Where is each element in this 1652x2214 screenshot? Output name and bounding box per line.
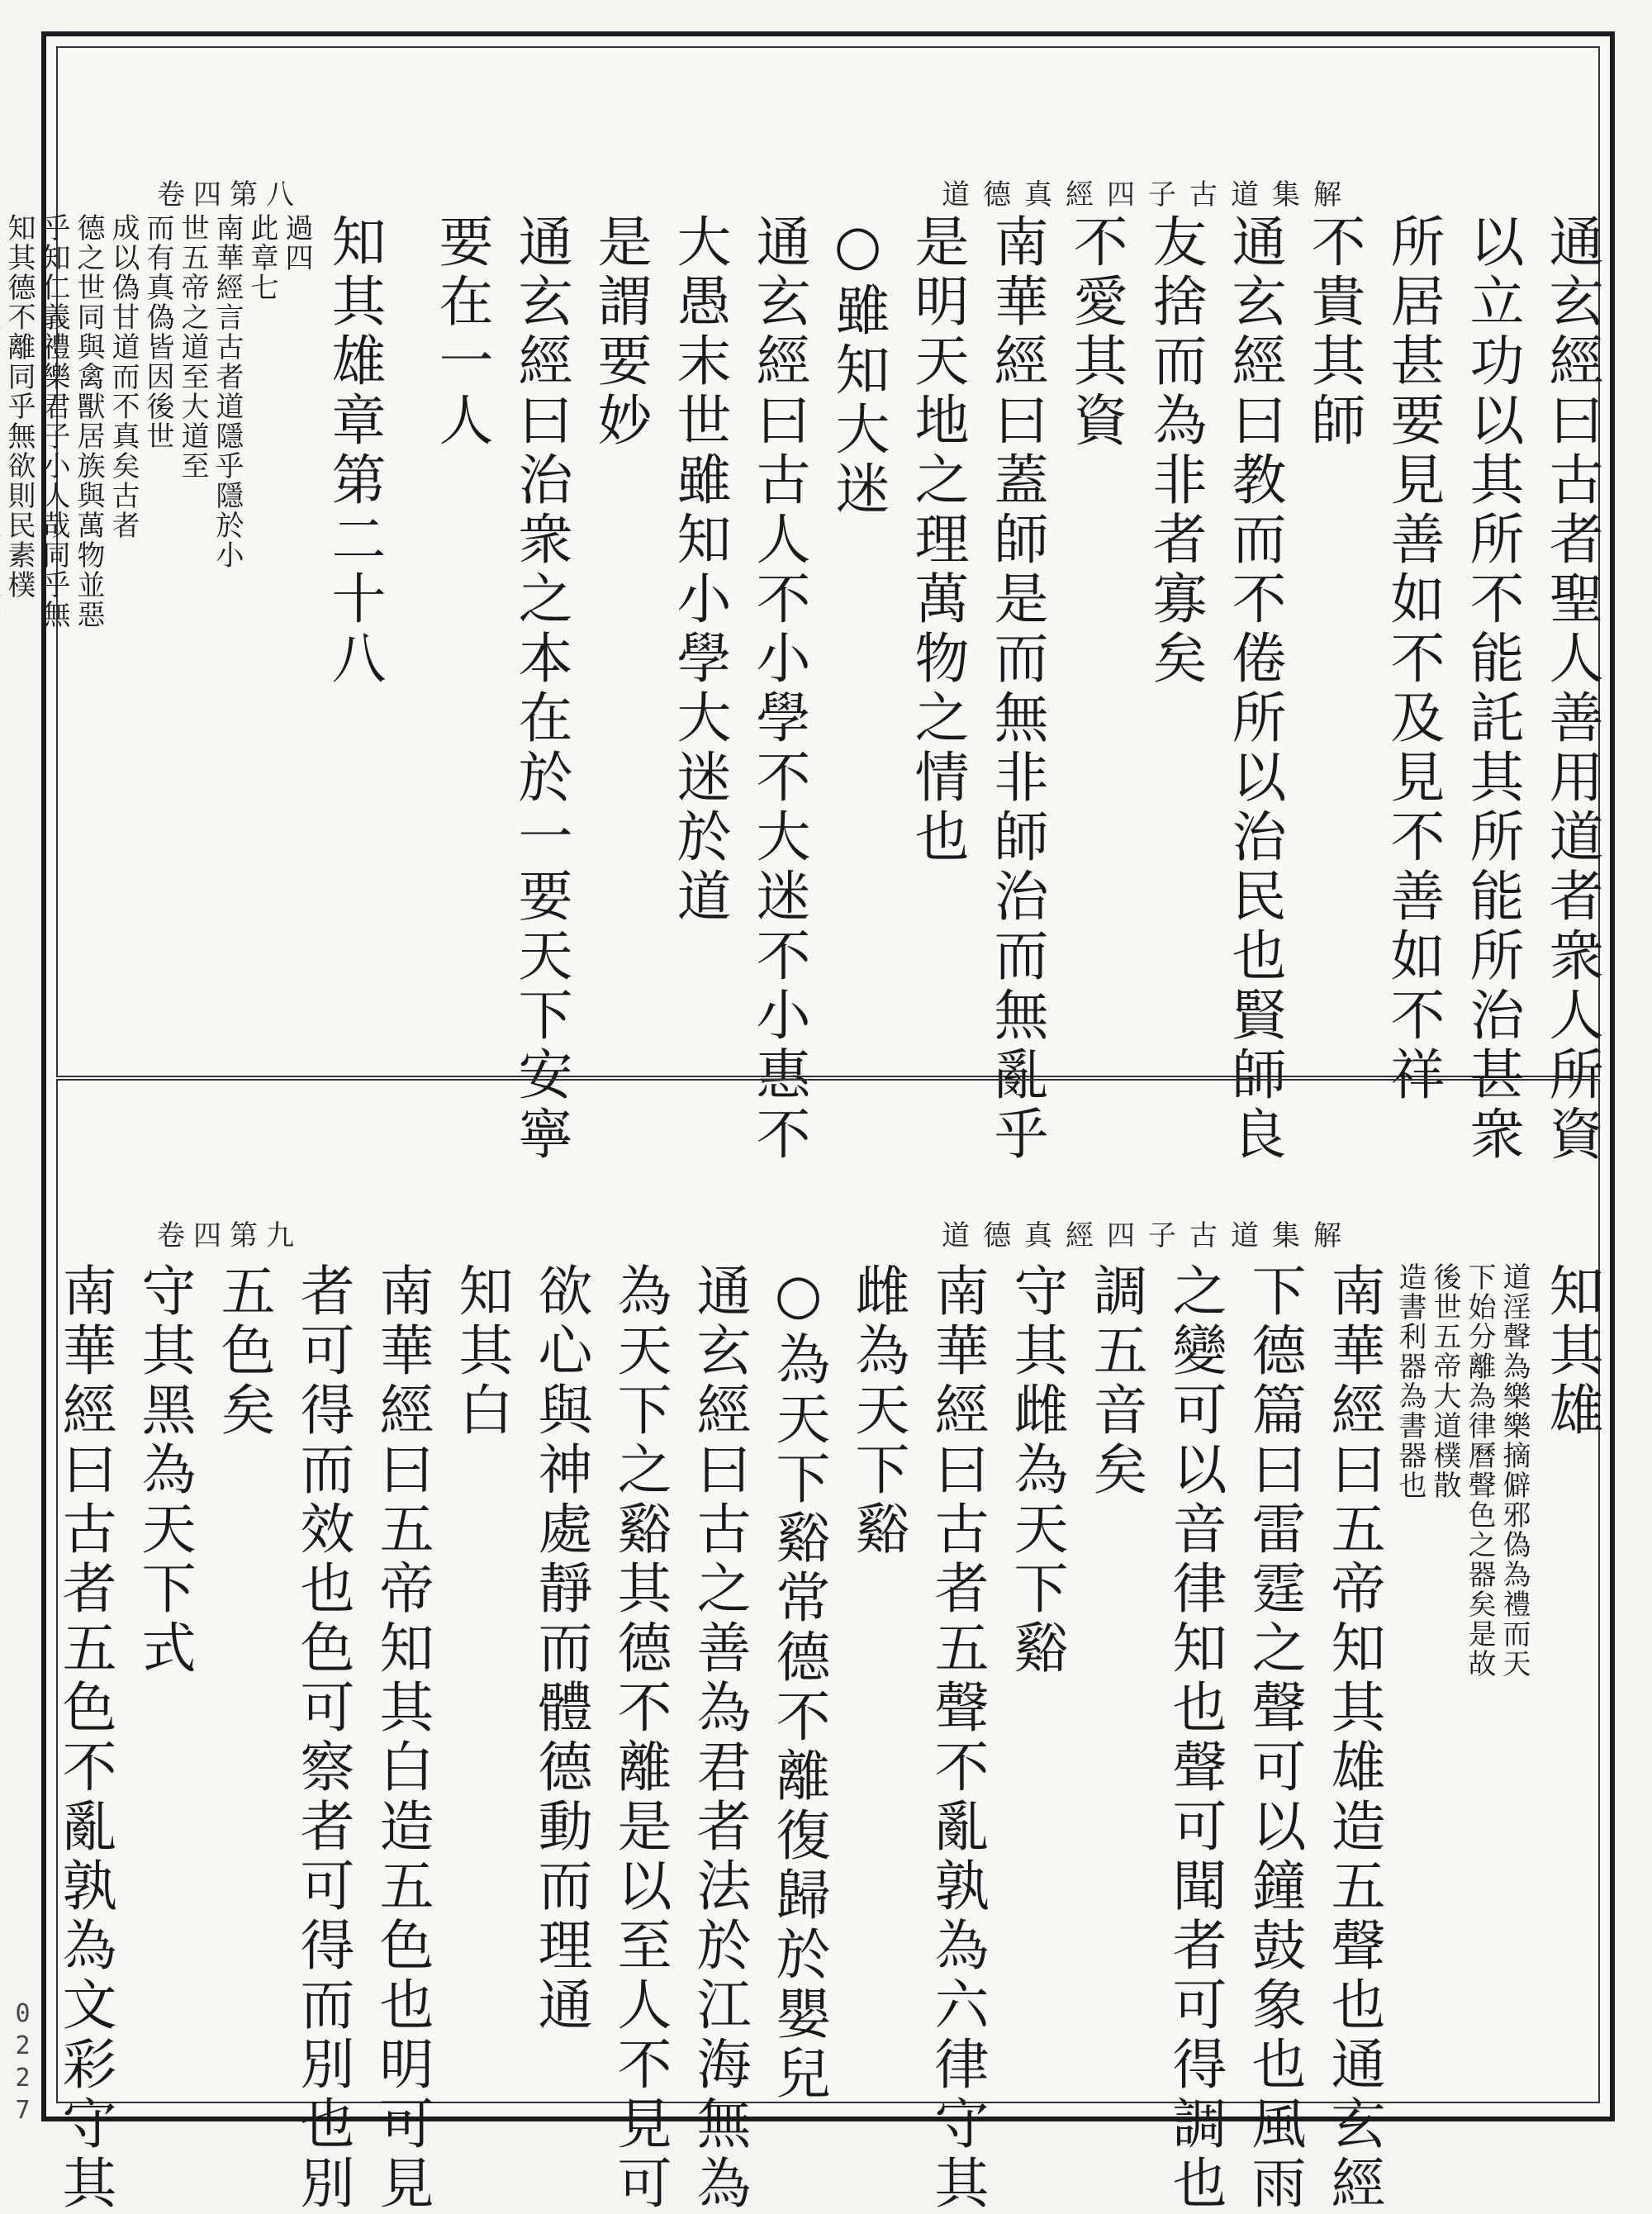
text-column: 南華經曰五帝知其白造五色也明可見 — [370, 1262, 434, 2214]
note-column: 下始分離為律曆聲色之器矣是故 — [1463, 1262, 1496, 1679]
note-column: 後世五帝大道樸散 — [1428, 1262, 1461, 1500]
text-column: 友捨而為非者寡矣 — [1143, 213, 1207, 689]
text-column: 調五音矣 — [1084, 1262, 1147, 1500]
text-column: 通玄經曰古之善為君者法於江海無為 — [687, 1262, 751, 2214]
bottom-header-volume: 卷四第九 — [157, 1219, 302, 1252]
text-column: 知其白 — [449, 1262, 513, 1441]
note-column: 乎知仁義禮樂君子小人哉同乎無 — [37, 213, 70, 630]
chapter-tag: 過四 — [280, 213, 313, 273]
text-column: 南華經曰古者五色不亂孰為文彩守其 — [53, 1262, 116, 2214]
text-column: ○為天下谿常德不離復歸於嬰兒 — [767, 1262, 830, 2104]
text-column: 者可得而效也色可察者可得而別也別 — [291, 1262, 354, 2214]
text-column: 通玄經曰教而不倦所以治民也賢師良 — [1222, 213, 1286, 1165]
text-column: 要在一人 — [430, 213, 493, 451]
top-page-panel — [2, 46, 1603, 1165]
bottom-page-panel — [53, 1079, 1603, 2214]
note-column: 此章七 — [245, 213, 278, 302]
text-column: 以立功以其所不能託其所能所治甚衆 — [1460, 213, 1524, 1165]
text-column: 通玄經曰治衆之本在於一要天下安寧 — [509, 213, 572, 1165]
text-column: 雌為天下谿 — [846, 1262, 909, 1560]
top-header-volume: 卷四第八 — [157, 178, 302, 211]
bottom-running-header — [157, 1213, 1355, 1253]
top-header-title: 道德真經四子古道集解 — [942, 178, 1355, 211]
page-number: 0227 — [8, 1999, 37, 2128]
note-column: 而有真偽皆因後世 — [141, 213, 174, 451]
note-block — [1393, 1262, 1531, 2088]
bottom-header-title: 道德真經四子古道集解 — [942, 1219, 1355, 1252]
text-column: 通玄經曰古人不小學不大迷不小惠不 — [747, 213, 810, 1165]
text-column: 知其雄 — [1540, 1262, 1603, 1441]
text-column: 守其雌為天下谿 — [1004, 1262, 1068, 1679]
text-column: 南華經曰古者五聲不亂孰為六律守其 — [925, 1262, 989, 2214]
text-column: 下德篇曰雷霆之聲可以鐘鼓象也風雨 — [1242, 1262, 1306, 2214]
text-column: 為天下之谿其德不離是以至人不見可 — [608, 1262, 672, 2214]
text-column: 五色矣 — [211, 1262, 275, 1441]
text-column: 通玄經曰古者聖人善用道者衆人所資 — [1540, 213, 1603, 1165]
text-column: 大愚末世雖知小學大迷於道 — [667, 213, 731, 927]
text-column: 之變可以音律知也聲可聞者可得調也 — [1163, 1262, 1227, 2214]
text-column: ○雖知大迷 — [826, 213, 890, 520]
text-column: 是謂要妙 — [588, 213, 652, 451]
text-column: 不貴其師 — [1302, 213, 1365, 451]
note-column: 南華經言古者道隱乎隱於小 — [211, 213, 244, 570]
note-column: 造書利器為書器也 — [1393, 1262, 1427, 1500]
note-column: 德之世同與禽獸居族與萬物並惡 — [72, 213, 105, 630]
text-column: 所居甚要見善如不及見不善如不祥 — [1381, 213, 1445, 1105]
chapter-title: 知其雄章第二十八 — [322, 213, 386, 689]
text-column: 南華經曰五帝知其雄造五聲也通玄經 — [1322, 1262, 1385, 2214]
text-column: 守其黑為天下式 — [132, 1262, 196, 1679]
bottom-text-columns — [53, 1262, 1611, 2214]
text-column: 南華經曰蓋師是而無非師治而無亂乎 — [985, 213, 1048, 1165]
note-column: 知其德不離同乎無欲則民素樸 — [2, 213, 36, 600]
text-column: 不愛其資 — [1064, 213, 1127, 451]
top-running-header — [157, 172, 1355, 212]
note-column: 道淫聲為樂樂摘僻邪偽為禮而天 — [1498, 1262, 1531, 1679]
note-column: 世五帝之道至大道至 — [176, 213, 209, 481]
text-column: 是明天地之理萬物之情也 — [905, 213, 969, 867]
note-column: 成以偽甘道而不真矣古者 — [107, 213, 140, 540]
text-column: 欲心與神處靜而體德動而理通 — [529, 1262, 592, 2036]
top-text-columns — [2, 213, 1611, 1165]
